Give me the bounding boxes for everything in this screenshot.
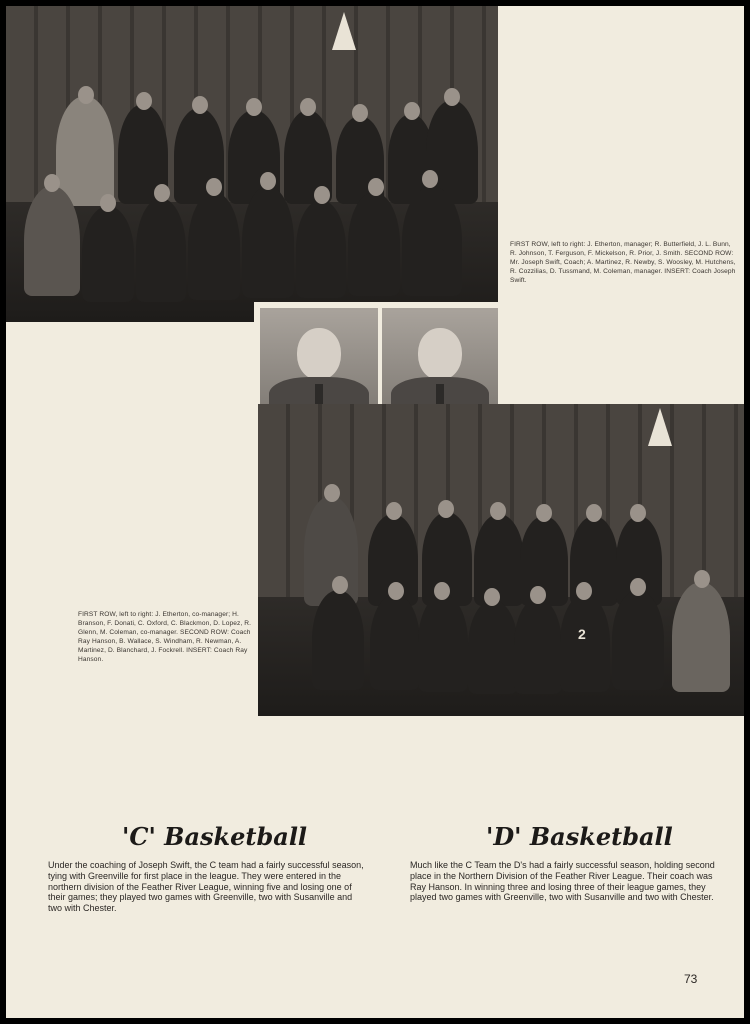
yearbook-page xyxy=(6,6,744,1018)
jersey-number: 2 xyxy=(578,626,586,642)
d-team-photo xyxy=(258,404,744,716)
c-team-photo xyxy=(6,6,498,322)
c-basketball-text: Under the coaching of Joseph Swift, the C team had a fairly successful season, tying with Greenville for first place in the league. They were entered in the northern division of the Feather River League, winning five and losing one of their games; they played two games with Greenville, two with Susanville and two with Chester. xyxy=(48,860,364,914)
d-team-caption: FIRST ROW, left to right: J. Etherton, co-manager; H. Branson, F. Donati, C. Oxford, C. Blackmon, D. Lopez, R. Glenn, M. Coleman, co-manager. SECOND ROW: Coach Ray Hanson, B. Wallace, S. Windham, R. Newman, A. Martinez, D. Blanchard, J. Fockrell. INSERT: Coach Ray Hanson. xyxy=(78,611,252,663)
page-number: 73 xyxy=(684,972,698,986)
c-team-caption: FIRST ROW, left to right: J. Etherton, manager; R. Butterfield, J. L. Bunn, R. Johnson, T. Ferguson, F. Mickelson, R. Prior, J. Smith. SECOND ROW: Mr. Joseph Swift, Coach; A. Martinez, R. Newby, S. Woosley, M. Hutchens, R. Cozzilias, D. Tussmand, M. Coleman, manager. INSERT: Coach Joseph Swift. xyxy=(510,241,736,284)
d-basketball-title: 'D' Basketball xyxy=(486,822,673,851)
d-basketball-text: Much like the C Team the D's had a fairly successful season, holding second place in the Northern Division of the Feather River League. Their coach was Ray Hanson. In winning three and losing three of their league games, they played two games with Greenville, two with Susanville and two with Chester. xyxy=(410,860,715,903)
c-basketball-title: 'C' Basketball xyxy=(122,822,308,851)
